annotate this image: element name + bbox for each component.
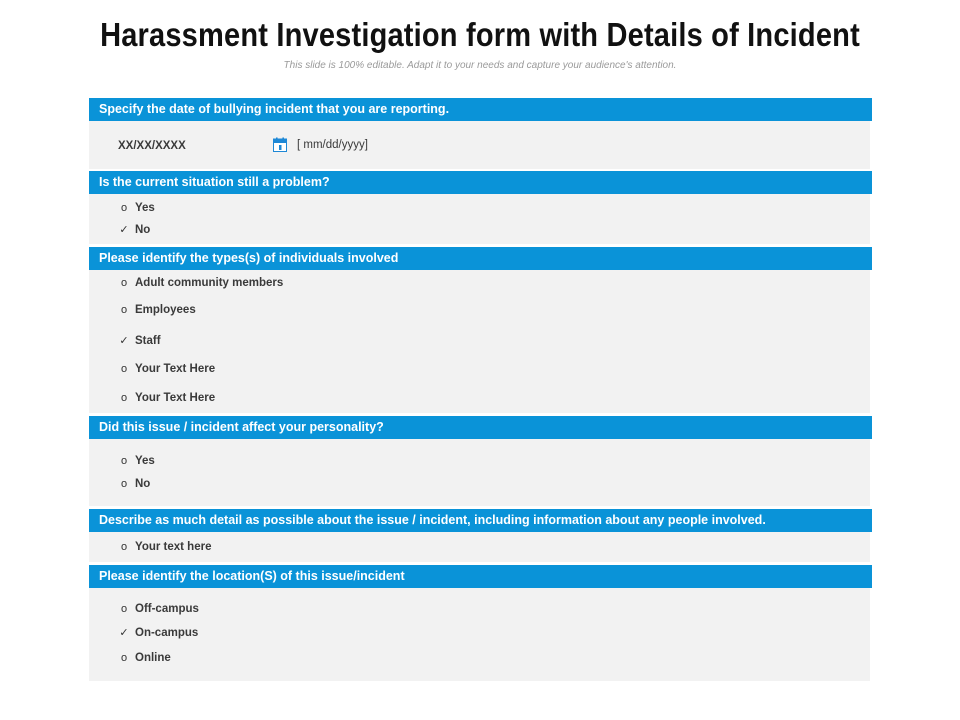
radio-unchecked-icon: o: [120, 363, 128, 375]
option-label: Adult community members: [135, 277, 284, 289]
radio-unchecked-icon: o: [120, 455, 128, 467]
calendar-icon[interactable]: [273, 137, 287, 152]
radio-unchecked-icon: o: [120, 478, 128, 490]
option-label: Employees: [135, 304, 196, 316]
section-header-date: Specify the date of bullying incident that you are reporting.: [89, 98, 872, 121]
date-format-placeholder: [ mm/dd/yyyy]: [297, 139, 368, 151]
section-header-individuals: Please identify the types(s) of individuals involved: [89, 247, 872, 270]
option-text-2[interactable]: [118, 390, 215, 406]
check-icon: ✓: [119, 224, 129, 236]
option-label: Yes: [135, 202, 155, 214]
option-on-campus[interactable]: [118, 625, 198, 641]
radio-unchecked-icon: o: [120, 277, 128, 289]
radio-unchecked-icon: o: [120, 603, 128, 615]
radio-unchecked-icon: o: [120, 202, 128, 214]
option-label: Off-campus: [135, 603, 199, 615]
radio-unchecked-icon: o: [120, 652, 128, 664]
option-off-campus[interactable]: [118, 601, 199, 617]
check-icon: ✓: [119, 335, 129, 347]
option-label: Your text here: [135, 541, 212, 553]
page-title: Harassment Investigation form with Details of Incident: [100, 16, 860, 53]
section-body-location: [89, 588, 870, 681]
section-header-describe: Describe as much detail as possible about the issue / incident, including information about any people involved.: [89, 509, 872, 532]
page-subtitle: This slide is 100% editable. Adapt it to your needs and capture your audience's attention.: [283, 60, 677, 71]
option-label: Your Text Here: [135, 363, 216, 375]
option-no[interactable]: [118, 476, 150, 492]
check-icon: ✓: [119, 627, 129, 639]
section-body-personality: [89, 439, 870, 506]
option-label: Yes: [135, 455, 155, 467]
radio-unchecked-icon: o: [120, 304, 128, 316]
option-label: No: [135, 478, 151, 490]
option-label: No: [135, 224, 151, 236]
section-header-personality: Did this issue / incident affect your personality?: [89, 416, 872, 439]
radio-unchecked-icon: o: [120, 541, 128, 553]
option-label: On-campus: [135, 627, 199, 639]
option-yes[interactable]: [118, 200, 155, 216]
section-header-still-problem: Is the current situation still a problem?: [89, 171, 872, 194]
radio-unchecked-icon: o: [120, 392, 128, 404]
section-body-date: [89, 121, 870, 169]
section-header-location: Please identify the location(S) of this issue/incident: [89, 565, 872, 588]
option-no[interactable]: [118, 222, 150, 238]
option-your-text[interactable]: [118, 539, 211, 555]
option-online[interactable]: [118, 650, 171, 666]
option-staff[interactable]: [118, 333, 161, 349]
section-body-still-problem: [89, 194, 870, 244]
option-label: Your Text Here: [135, 392, 216, 404]
option-label: Staff: [135, 335, 161, 347]
option-label: Online: [135, 652, 171, 664]
date-value[interactable]: XX/XX/XXXX: [118, 140, 186, 152]
option-adult-community[interactable]: [118, 275, 283, 291]
option-yes[interactable]: [118, 453, 155, 469]
option-text-1[interactable]: [118, 361, 215, 377]
option-employees[interactable]: [118, 302, 196, 318]
